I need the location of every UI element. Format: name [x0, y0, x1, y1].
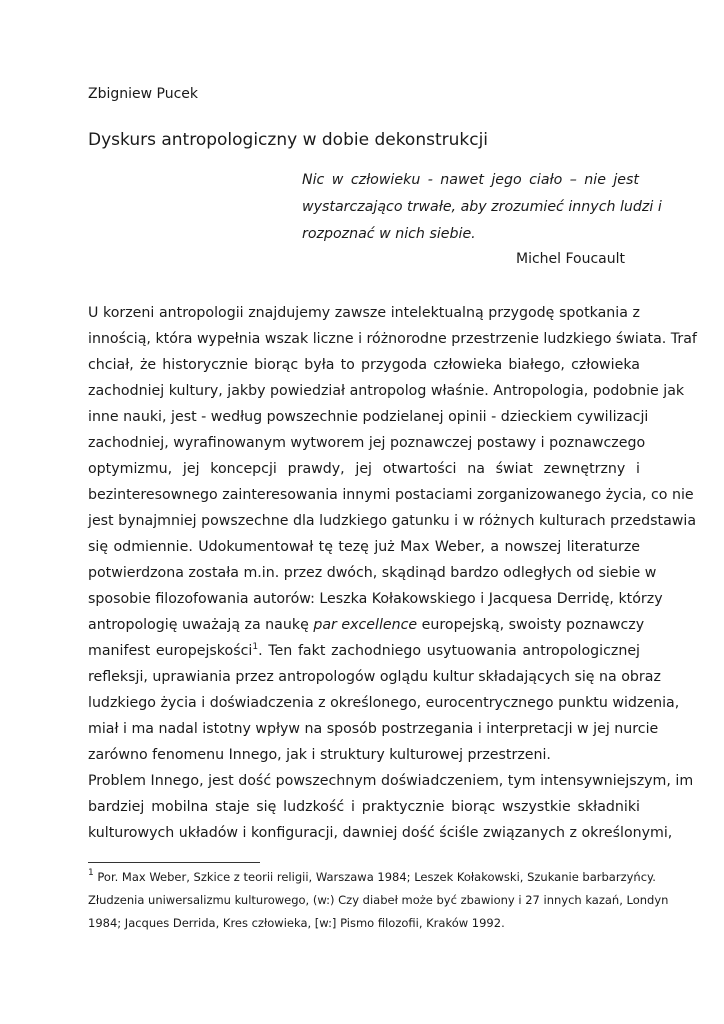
body-line: zachodniej, wyrafinowanym wytworem jej poznawczej postawy i poznawczego: [88, 435, 646, 451]
body-line: zarówno fenomenu Innego, jak i struktury kulturowej przestrzeni.: [88, 747, 551, 763]
epigraph: [302, 167, 662, 248]
body-line: inne nauki, jest - według powszechnie podzielanej opinii - dzieckiem cywilizacji: [88, 409, 649, 425]
body-line: optymizmu, jej koncepcji prawdy, jej otwartości na świat zewnętrzny i: [88, 461, 640, 477]
body-line: sposobie filozofowania autorów: Leszka Kołakowskiego i Jacquesa Derridę, którzy: [88, 591, 663, 607]
body-line: się odmiennie. Udokumentował tę tezę już Max Weber, a nowszej literaturze: [88, 539, 640, 555]
footnote-text: Por. Max Weber, Szkice z teorii religii, Warszawa 1984; Leszek Kołakowski, Szukanie barbarzyńcy.: [93, 870, 656, 884]
body-line: refleksji, uprawiania przez antropologów oglądu kultur składających się na obraz: [88, 669, 661, 685]
epigraph-line: wystarczająco trwałe, aby zrozumieć innych ludzi i: [302, 199, 662, 215]
body-line: bezinteresownego zainteresowania innymi postaciami zorganizowanego życia, co nie: [88, 487, 694, 503]
body-text-run: manifest europejskości: [88, 643, 253, 659]
body-line: ludzkiego życia i doświadczenia z określonego, eurocentrycznego punktu widzenia,: [88, 695, 680, 711]
footnote-separator: [88, 862, 260, 863]
footnote: [88, 866, 669, 935]
footnote-reference[interactable]: 1: [252, 642, 259, 652]
body-line: potwierdzona została m.in. przez dwóch, skądinąd bardzo odległych od siebie w: [88, 565, 657, 581]
footnote-line: 1984; Jacques Derrida, Kres człowieka, [w:] Pismo filozofii, Kraków 1992.: [88, 916, 505, 930]
body-line: [88, 612, 645, 638]
body-line: [88, 638, 640, 664]
epigraph-line: Nic w człowieku - nawet jego ciało – nie jest: [302, 172, 639, 188]
body-line: innością, która wypełnia wszak liczne i różnorodne przestrzenie ludzkiego świata. Traf: [88, 331, 697, 347]
body-line: jest bynajmniej powszechne dla ludzkiego gatunku i w różnych kulturach przedstawia: [88, 513, 697, 529]
body-text-run: . Ten fakt zachodniego usytuowania antropologicznej: [258, 643, 640, 659]
footnote-line: [88, 866, 656, 889]
body-text-run: europejską, swoisty poznawczy: [417, 617, 645, 633]
body-text: [88, 300, 697, 846]
body-line: chciał, że historycznie biorąc była to przygoda człowieka białego, człowieka: [88, 357, 640, 373]
italic-phrase: par excellence: [313, 617, 418, 633]
body-line: zachodniej kultury, jakby powiedział antropolog właśnie. Antropologia, podobnie jak: [88, 383, 685, 399]
author-name: Zbigniew Pucek: [88, 86, 199, 102]
body-text-run: antropologię uważają za naukę: [88, 617, 314, 633]
body-line: U korzeni antropologii znajdujemy zawsze intelektualną przygodę spotkania z: [88, 305, 640, 321]
epigraph-line: rozpoznać w nich siebie.: [302, 226, 476, 242]
body-line: miał i ma nadal istotny wpływ na sposób postrzegania i interpretacji w jej nurcie: [88, 721, 659, 737]
document-title: Dyskurs antropologiczny w dobie dekonstrukcji: [88, 130, 489, 150]
epigraph-attribution: Michel Foucault: [516, 251, 626, 267]
body-line: bardziej mobilna staje się ludzkość i praktycznie biorąc wszystkie składniki: [88, 799, 640, 815]
footnote-marker: 1: [88, 868, 94, 878]
footnote-line: Złudzenia uniwersalizmu kulturowego, (w:) Czy diabeł może być zbawiony i 27 innych kazań, Londyn: [88, 893, 669, 907]
body-line: kulturowych układów i konfiguracji, dawniej dość ściśle związanych z określonymi,: [88, 825, 673, 841]
body-line: Problem Innego, jest dość powszechnym doświadczeniem, tym intensywniejszym, im: [88, 773, 694, 789]
